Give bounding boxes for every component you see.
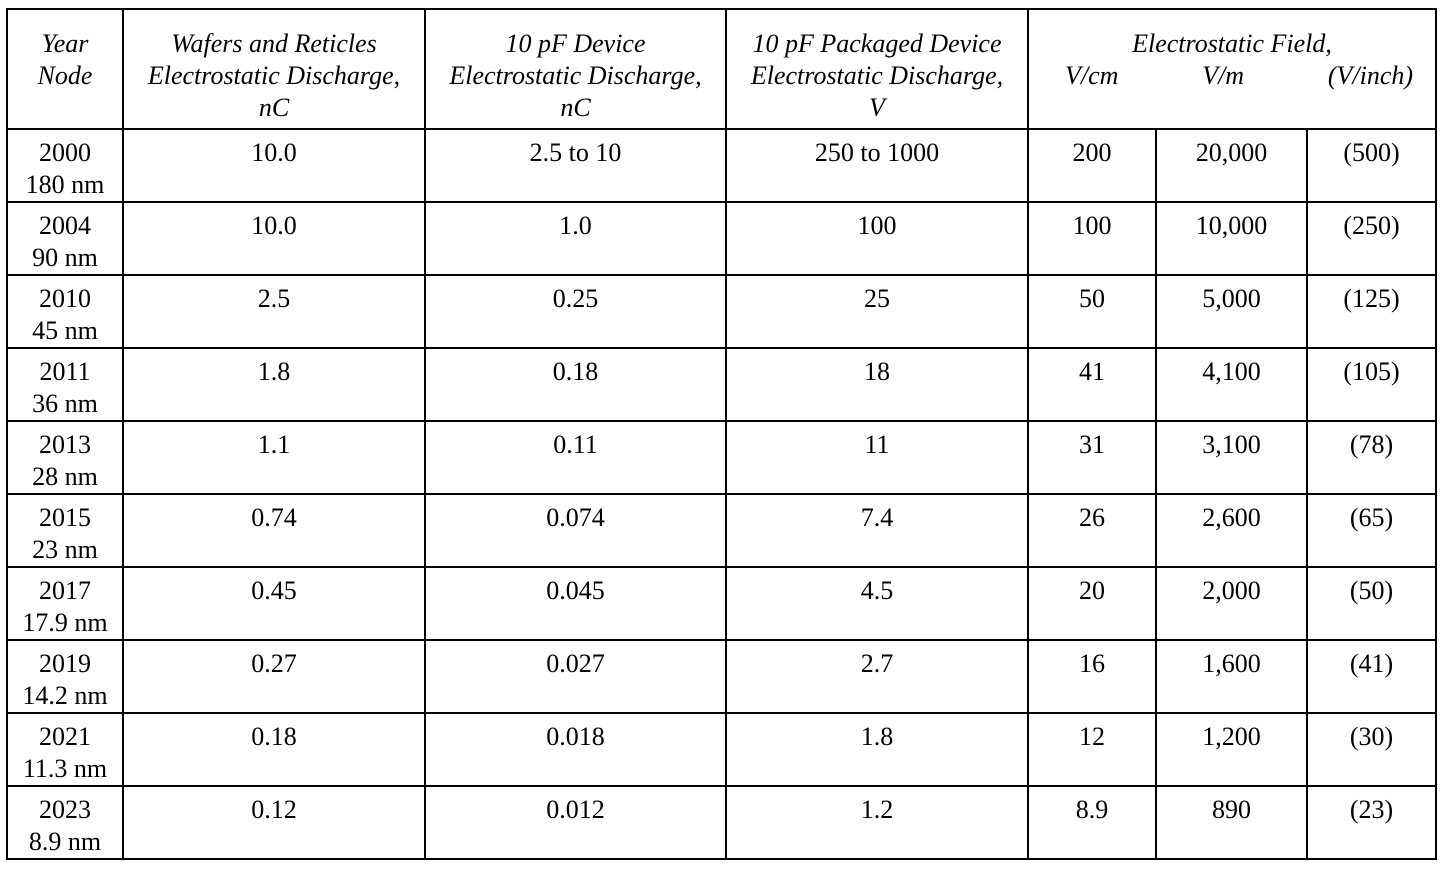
cell-v-m: 890 [1156, 786, 1307, 859]
cell-node: 14.2 nm [22, 681, 108, 710]
cell-v-m: 1,200 [1156, 713, 1307, 786]
header-wafers: Wafers and Reticles Electrostatic Discharge, nC [123, 9, 425, 129]
cell-node: 180 nm [25, 170, 105, 199]
cell-v-m: 20,000 [1156, 129, 1307, 202]
cell-packaged: 250 to 1000 [726, 129, 1028, 202]
cell-wafers: 10.0 [123, 202, 425, 275]
cell-year: 2021 [39, 722, 91, 751]
cell-v-cm: 12 [1028, 713, 1156, 786]
cell-v-cm: 26 [1028, 494, 1156, 567]
header-year-node: Year Node [7, 9, 123, 129]
cell-year-node [7, 202, 123, 275]
cell-year: 2010 [39, 284, 91, 313]
unit-v-m: V/m [1202, 61, 1245, 90]
cell-device: 0.018 [425, 713, 726, 786]
cell-v-inch: (125) [1307, 275, 1436, 348]
cell-v-inch: (50) [1307, 567, 1436, 640]
table-row [7, 786, 1436, 859]
cell-node: 28 nm [32, 462, 98, 491]
cell-v-cm: 41 [1028, 348, 1156, 421]
cell-packaged: 1.2 [726, 786, 1028, 859]
table-row [7, 494, 1436, 567]
cell-node: 17.9 nm [22, 608, 108, 637]
cell-wafers: 0.27 [123, 640, 425, 713]
cell-device: 2.5 to 10 [425, 129, 726, 202]
cell-v-m: 1,600 [1156, 640, 1307, 713]
table-row [7, 640, 1436, 713]
header-device: 10 pF Device Electrostatic Discharge, nC [425, 9, 726, 129]
header-row [7, 9, 1436, 129]
cell-year-node [7, 275, 123, 348]
cell-v-m: 4,100 [1156, 348, 1307, 421]
cell-node: 23 nm [32, 535, 98, 564]
cell-device: 0.074 [425, 494, 726, 567]
cell-v-m: 5,000 [1156, 275, 1307, 348]
cell-year-node [7, 348, 123, 421]
table-row [7, 421, 1436, 494]
cell-node: 11.3 nm [22, 754, 108, 783]
cell-year-node [7, 713, 123, 786]
cell-v-cm: 31 [1028, 421, 1156, 494]
cell-node: 45 nm [32, 316, 98, 345]
field-units [1029, 60, 1435, 92]
cell-v-inch: (65) [1307, 494, 1436, 567]
cell-v-cm: 200 [1028, 129, 1156, 202]
cell-node: 8.9 nm [28, 827, 102, 856]
table-row [7, 275, 1436, 348]
cell-year: 2017 [39, 576, 91, 605]
cell-year: 2023 [39, 795, 91, 824]
cell-v-inch: (500) [1307, 129, 1436, 202]
cell-year: 2004 [39, 211, 91, 240]
table-row [7, 567, 1436, 640]
header-packaged: 10 pF Packaged Device Electrostatic Discharge, V [726, 9, 1028, 129]
cell-wafers: 0.18 [123, 713, 425, 786]
cell-device: 1.0 [425, 202, 726, 275]
cell-wafers: 1.1 [123, 421, 425, 494]
cell-wafers: 0.45 [123, 567, 425, 640]
cell-v-cm: 16 [1028, 640, 1156, 713]
cell-v-inch: (30) [1307, 713, 1436, 786]
table-row [7, 348, 1436, 421]
cell-v-inch: (78) [1307, 421, 1436, 494]
cell-year: 2015 [39, 503, 91, 532]
cell-device: 0.027 [425, 640, 726, 713]
cell-v-cm: 20 [1028, 567, 1156, 640]
cell-v-m: 2,600 [1156, 494, 1307, 567]
cell-packaged: 100 [726, 202, 1028, 275]
table-row [7, 713, 1436, 786]
cell-wafers: 2.5 [123, 275, 425, 348]
cell-node: 90 nm [32, 243, 98, 272]
cell-device: 0.25 [425, 275, 726, 348]
cell-packaged: 11 [726, 421, 1028, 494]
cell-v-inch: (105) [1307, 348, 1436, 421]
esd-table [6, 8, 1437, 860]
cell-year-node [7, 567, 123, 640]
cell-device: 0.045 [425, 567, 726, 640]
table-row [7, 202, 1436, 275]
cell-year: 2019 [39, 649, 91, 678]
cell-packaged: 4.5 [726, 567, 1028, 640]
cell-v-m: 2,000 [1156, 567, 1307, 640]
cell-device: 0.012 [425, 786, 726, 859]
unit-v-inch: (V/inch) [1327, 61, 1414, 90]
table-row [7, 129, 1436, 202]
unit-v-cm: V/cm [1065, 61, 1119, 90]
cell-v-inch: (250) [1307, 202, 1436, 275]
cell-wafers: 1.8 [123, 348, 425, 421]
cell-device: 0.11 [425, 421, 726, 494]
cell-node: 36 nm [32, 389, 98, 418]
cell-year-node [7, 421, 123, 494]
cell-year-node [7, 786, 123, 859]
cell-packaged: 25 [726, 275, 1028, 348]
cell-wafers: 0.12 [123, 786, 425, 859]
cell-v-cm: 8.9 [1028, 786, 1156, 859]
cell-packaged: 7.4 [726, 494, 1028, 567]
cell-device: 0.18 [425, 348, 726, 421]
cell-packaged: 18 [726, 348, 1028, 421]
cell-year-node [7, 129, 123, 202]
cell-v-m: 3,100 [1156, 421, 1307, 494]
cell-year: 2000 [39, 138, 91, 167]
table-body [7, 129, 1436, 859]
cell-year: 2011 [39, 357, 91, 386]
cell-year: 2013 [39, 430, 91, 459]
cell-v-cm: 100 [1028, 202, 1156, 275]
cell-v-inch: (23) [1307, 786, 1436, 859]
cell-year-node [7, 640, 123, 713]
cell-wafers: 10.0 [123, 129, 425, 202]
cell-v-inch: (41) [1307, 640, 1436, 713]
cell-year-node [7, 494, 123, 567]
cell-v-cm: 50 [1028, 275, 1156, 348]
cell-packaged: 2.7 [726, 640, 1028, 713]
cell-v-m: 10,000 [1156, 202, 1307, 275]
cell-packaged: 1.8 [726, 713, 1028, 786]
header-electrostatic-field: Electrostatic Field, V/cm V/m (V/inch) [1028, 9, 1436, 129]
cell-wafers: 0.74 [123, 494, 425, 567]
